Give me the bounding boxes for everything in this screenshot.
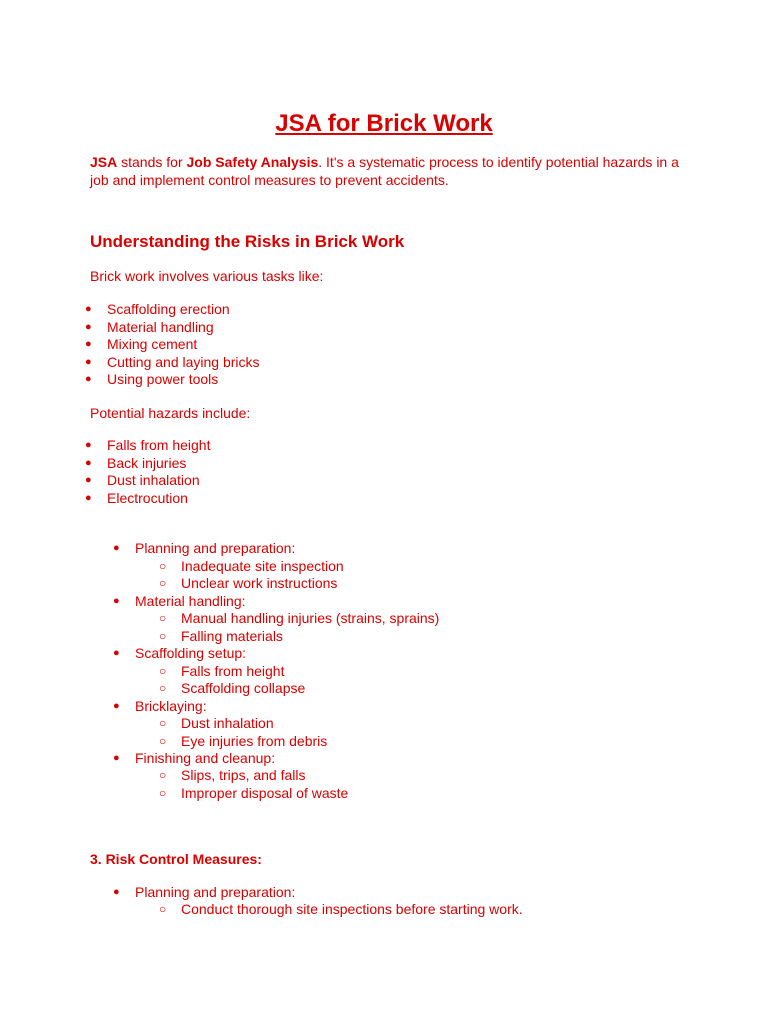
bullet-icon: ● xyxy=(113,647,120,659)
hazard-breakdown-list xyxy=(113,645,247,663)
intro-abbr: JSA xyxy=(90,154,118,170)
bullet-icon: ● xyxy=(113,885,120,898)
list-item: ○ Falls from height xyxy=(159,662,285,679)
section-heading-risks: Understanding the Risks in Brick Work xyxy=(90,232,405,251)
list-item: ● Using power tools xyxy=(85,371,219,387)
list-item: ○ Dust inhalation xyxy=(159,715,274,731)
list-item: ● Material handling xyxy=(85,318,214,335)
list-item: ○ Unclear work instructions xyxy=(159,575,338,591)
tasks-list xyxy=(85,301,260,389)
bullet-icon: ● xyxy=(85,439,92,451)
hazard-breakdown-list xyxy=(113,592,246,611)
bullet-icon: ● xyxy=(85,491,92,504)
intro-text-1: stands for xyxy=(117,154,187,170)
list-item: ● Falls from height xyxy=(85,437,211,453)
circle-bullet-icon: ○ xyxy=(159,902,167,916)
bullet-icon: ● xyxy=(113,699,120,712)
list-item: ● Bricklaying: xyxy=(113,697,207,714)
hazard-breakdown-list xyxy=(113,540,296,558)
bullet-icon: ● xyxy=(85,338,92,350)
list-item: ○ Scaffolding collapse xyxy=(159,680,306,696)
list-item: ● Scaffolding erection xyxy=(85,301,230,317)
sub-list xyxy=(159,767,349,802)
tasks-intro: Brick work involves various tasks like: xyxy=(90,268,324,284)
bullet-icon: ● xyxy=(113,594,120,607)
hazards-intro: Potential hazards include: xyxy=(90,405,251,421)
bullet-icon: ● xyxy=(85,474,92,486)
list-item: ○ Manual handling injuries (strains, sprains) xyxy=(159,610,440,626)
list-item: ○ Falling materials xyxy=(159,627,283,644)
hazard-breakdown-list xyxy=(113,697,207,716)
page-title: JSA for Brick Work xyxy=(275,110,493,137)
circle-bullet-icon: ○ xyxy=(159,558,167,573)
list-item: ● Electrocution xyxy=(85,489,188,506)
circle-bullet-icon: ○ xyxy=(159,576,167,590)
intro-text-2: . It's a systematic process to identify potential hazards in a job and implement control measures to prevent accidents. xyxy=(90,154,679,188)
list-item: ○ Eye injuries from debris xyxy=(159,732,328,749)
circle-bullet-icon: ○ xyxy=(159,681,167,695)
circle-bullet-icon: ○ xyxy=(159,716,167,730)
list-item: ○ Improper disposal of waste xyxy=(159,784,349,801)
list-item: ● Planning and preparation: xyxy=(113,540,296,556)
circle-bullet-icon: ○ xyxy=(159,628,167,643)
list-item: ● Cutting and laying bricks xyxy=(85,353,260,370)
circle-bullet-icon: ○ xyxy=(159,663,167,678)
hazards-list xyxy=(85,437,211,507)
list-item: ○ Conduct thorough site inspections before starting work. xyxy=(159,901,523,917)
list-item: ○ Slips, trips, and falls xyxy=(159,767,306,783)
bullet-icon: ● xyxy=(85,320,92,333)
bullet-icon: ● xyxy=(85,373,92,385)
list-item: ● Back injuries xyxy=(85,454,187,471)
sub-list xyxy=(159,662,306,698)
intro-full-name: Job Safety Analysis xyxy=(186,154,319,170)
list-item: ○ Inadequate site inspection xyxy=(159,557,344,574)
sub-list xyxy=(159,901,523,919)
bullet-icon: ● xyxy=(85,355,92,368)
list-item: ● Scaffolding setup: xyxy=(113,645,247,661)
sub-list xyxy=(159,715,328,750)
sub-list xyxy=(159,557,344,593)
intro-paragraph xyxy=(90,153,690,189)
section-heading-risk-control: 3. Risk Control Measures: xyxy=(90,851,262,867)
circle-bullet-icon: ○ xyxy=(159,733,167,748)
sub-list xyxy=(159,610,440,645)
risk-control-list xyxy=(113,883,296,902)
list-item: ● Mixing cement xyxy=(85,336,198,352)
circle-bullet-icon: ○ xyxy=(159,611,167,625)
list-item: ● Dust inhalation xyxy=(85,472,200,488)
list-item: ● Material handling: xyxy=(113,592,246,609)
bullet-icon: ● xyxy=(113,542,120,554)
list-item: ● Finishing and cleanup: xyxy=(113,749,276,766)
hazard-breakdown-list xyxy=(113,749,276,768)
bullet-icon: ● xyxy=(113,751,120,764)
list-item: ● Planning and preparation: xyxy=(113,883,296,900)
circle-bullet-icon: ○ xyxy=(159,785,167,800)
circle-bullet-icon: ○ xyxy=(159,768,167,782)
bullet-icon: ● xyxy=(85,456,92,469)
bullet-icon: ● xyxy=(85,303,92,315)
